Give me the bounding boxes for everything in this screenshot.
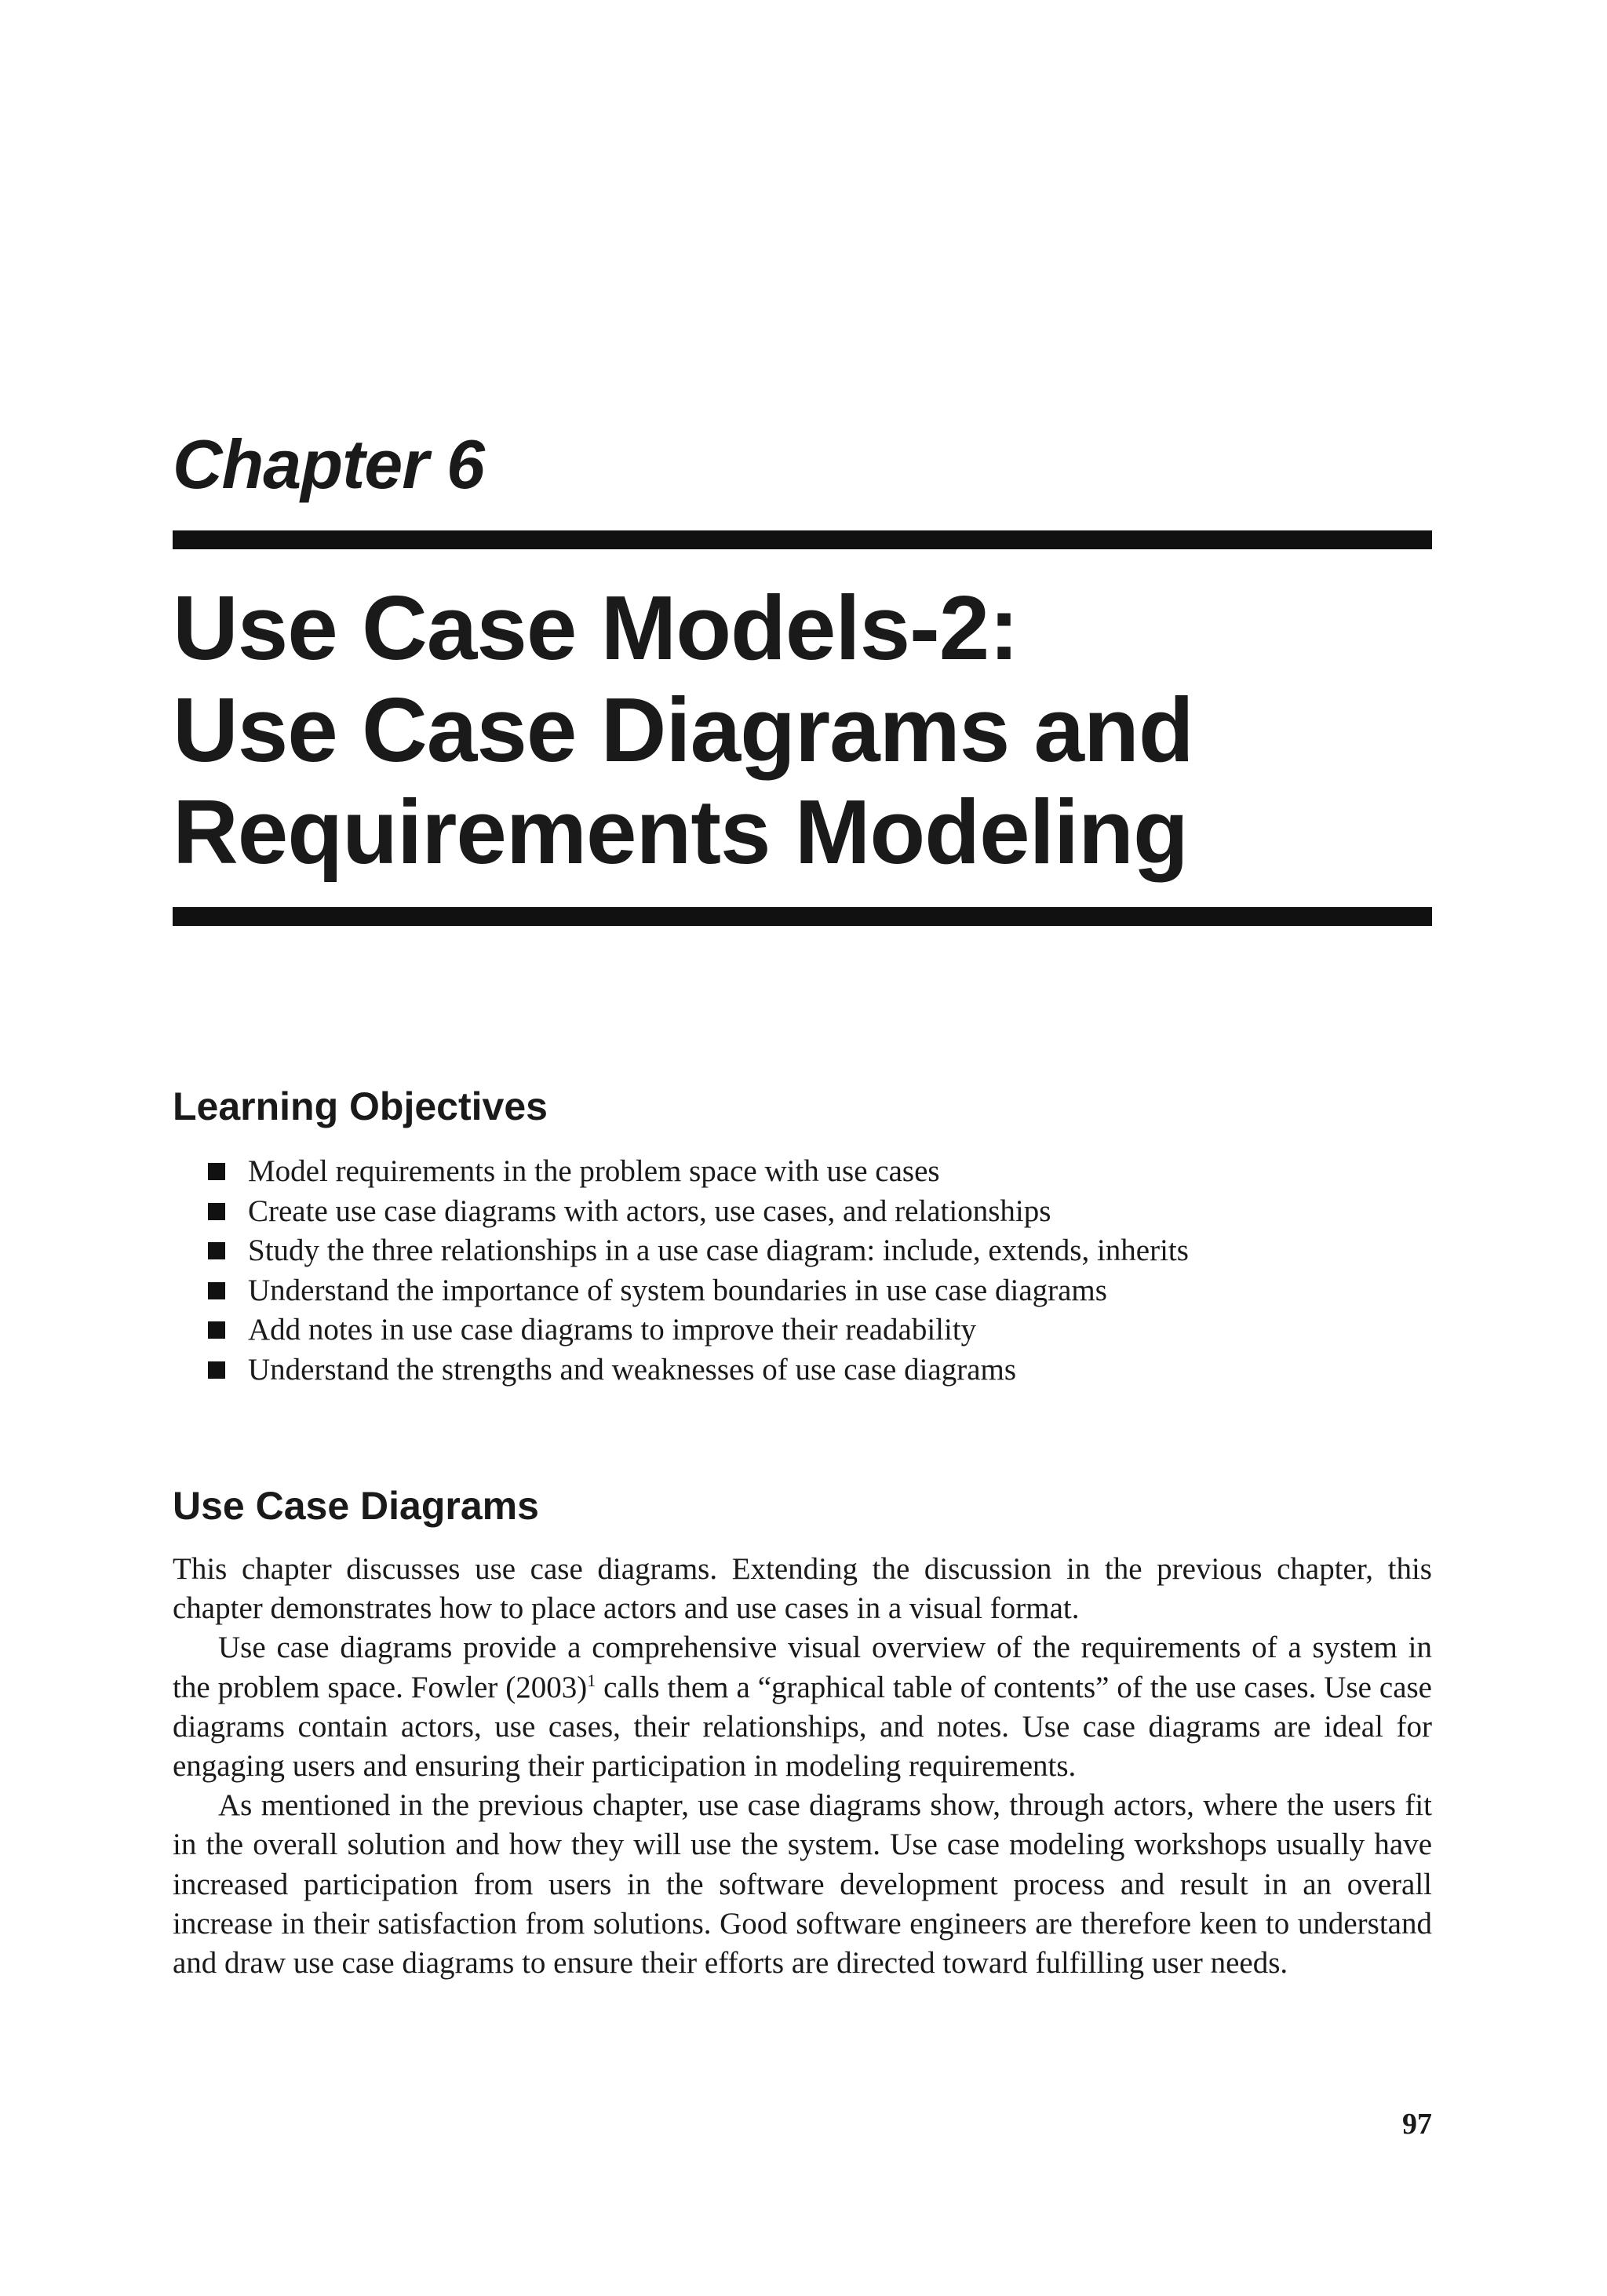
list-item-text: Create use case diagrams with actors, use cases, and relationships [248, 1194, 1051, 1228]
title-rule-bottom [173, 907, 1432, 926]
paragraph-text: Use case diagrams provide a comprehensive visual overview of the requirements of a system in the problem space. Fowler (2003) [173, 1631, 1432, 1704]
paragraph-text: calls them a “graphical table of contents” of the use cases. Use case diagrams contain actors, use cases, their relationships, and notes. Use case diagrams are ideal for engaging users and ensuring their participation in modeling requirements. [173, 1670, 1432, 1784]
chapter-title [173, 577, 1193, 883]
title-rule-top [173, 530, 1432, 549]
square-bullet-icon [208, 1163, 225, 1180]
book-page [173, 0, 1432, 2296]
square-bullet-icon [208, 1282, 225, 1299]
list-item-text: Understand the importance of system boundaries in use case diagrams [248, 1273, 1107, 1307]
list-item [208, 1192, 1189, 1232]
list-item-text: Understand the strengths and weaknesses of use case diagrams [248, 1352, 1017, 1387]
square-bullet-icon [208, 1203, 225, 1220]
chapter-label: Chapter 6 [173, 425, 484, 503]
list-item [208, 1310, 1189, 1350]
square-bullet-icon [208, 1321, 225, 1339]
list-item [208, 1271, 1189, 1311]
chapter-title-line: Requirements Modeling [173, 781, 1188, 883]
chapter-title-line: Use Case Diagrams and [173, 679, 1193, 781]
learning-objectives-list [208, 1152, 1189, 1390]
use-case-diagrams-heading: Use Case Diagrams [173, 1484, 539, 1528]
footnote-reference: 1 [587, 1670, 596, 1690]
body-text [173, 1550, 1432, 1983]
paragraph: As mentioned in the previous chapter, use case diagrams show, through actors, where the users fit in the overall solution and how they will use the system. Use case modeling workshops usually have increased participation from users in the software development process and result in an overall increase in their satisfaction from solutions. Good software engineers are therefore keen to understand and draw use case diagrams to ensure their efforts are directed toward fulfilling user needs. [173, 1788, 1432, 1981]
paragraph [173, 1628, 1432, 1786]
chapter-title-line: Use Case Models-2: [173, 577, 1018, 679]
list-item-text: Model requirements in the problem space with use cases [248, 1154, 940, 1188]
page-number: 97 [1402, 2108, 1432, 2141]
list-item-text: Add notes in use case diagrams to improve their readability [248, 1313, 977, 1347]
list-item [208, 1231, 1189, 1271]
list-item [208, 1350, 1189, 1390]
square-bullet-icon [208, 1242, 225, 1259]
learning-objectives-heading: Learning Objectives [173, 1084, 548, 1128]
square-bullet-icon [208, 1361, 225, 1379]
list-item-text: Study the three relationships in a use case diagram: include, extends, inherits [248, 1234, 1189, 1267]
list-item [208, 1152, 1189, 1192]
paragraph: This chapter discusses use case diagrams. Extending the discussion in the previous chapter, this chapter demonstrates how to place actors and use cases in a visual format. [173, 1552, 1432, 1626]
